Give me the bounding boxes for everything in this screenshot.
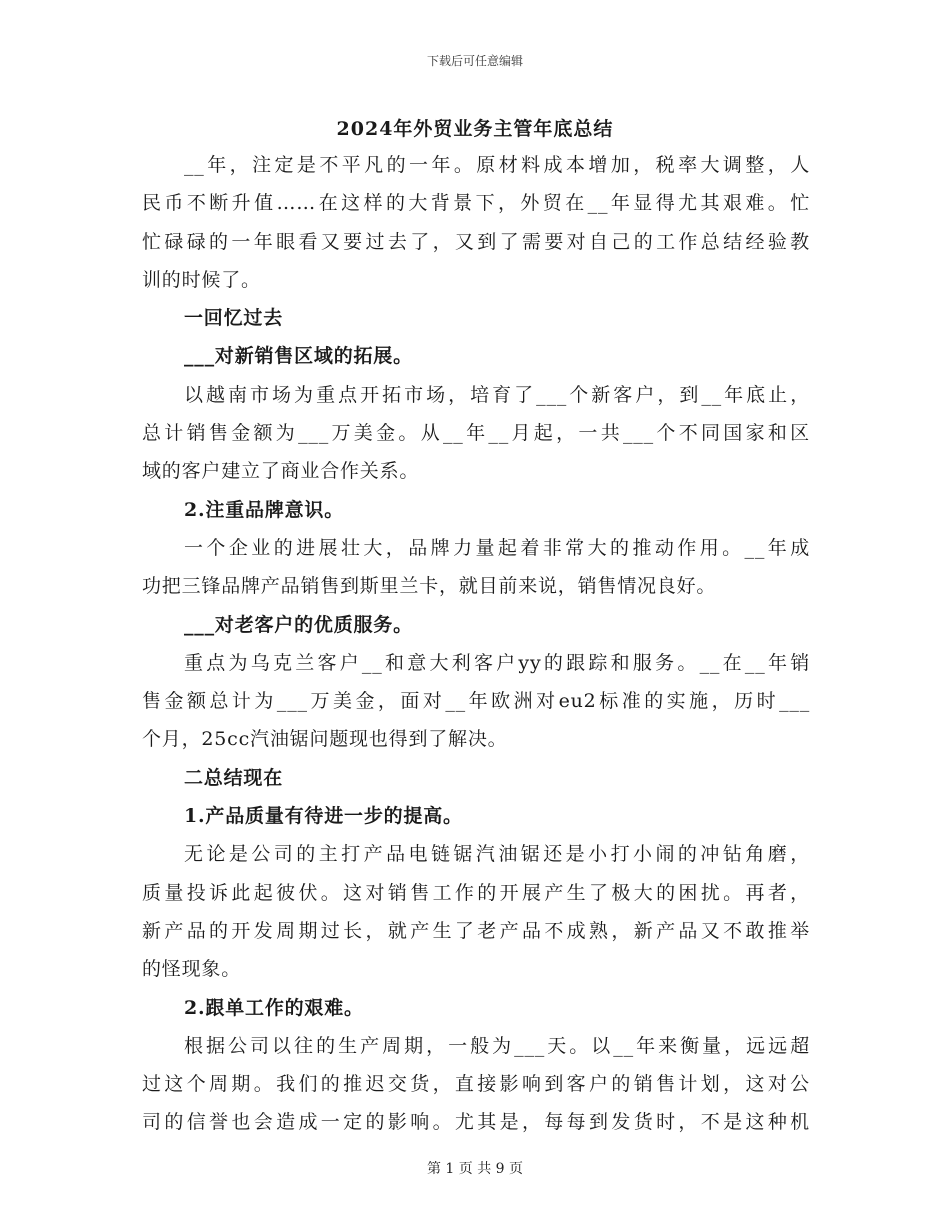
paragraph-line: 新产品的开发周期过长，就产生了老产品不成熟，新产品又不敢推举 <box>142 919 810 942</box>
page-header-note: 下载后可任意编辑 <box>426 54 523 68</box>
paragraph-line: 总计销售金额为___万美金。从__年__月起，一共___个不同国家和区 <box>142 422 810 445</box>
paragraph-line: 民币不断升值……在这样的大背景下，外贸在__年显得尤其艰难。忙 <box>142 192 810 215</box>
paragraph-line: 质量投诉此起彼伏。这对销售工作的开展产生了极大的困扰。再者， <box>142 881 810 904</box>
paragraph-line: 域的客户建立了商业合作关系。 <box>142 460 420 483</box>
section-heading: 2.跟单工作的艰难。 <box>184 996 364 1019</box>
paragraph-line: 以越南市场为重点开拓市场，培育了___个新客户，到__年底止， <box>184 383 810 406</box>
section-heading: 二总结现在 <box>184 766 284 789</box>
section-heading: 2.注重品牌意识。 <box>184 498 345 521</box>
section-heading: 一回忆过去 <box>184 307 284 330</box>
document-title: 2024年外贸业务主管年底总结 <box>336 118 614 140</box>
paragraph-line: 无论是公司的主打产品电链锯汽油锯还是小打小闹的冲钻角磨， <box>184 843 810 866</box>
section-heading: 1.产品质量有待进一步的提高。 <box>184 805 463 828</box>
paragraph-line: 训的时候了。 <box>142 268 261 291</box>
section-heading: ___对新销售区域的拓展。 <box>184 345 413 368</box>
page-number: 第 1 页 共 9 页 <box>426 1161 524 1177</box>
document-body <box>142 146 810 1142</box>
paragraph-line: 司的信誉也会造成一定的影响。尤其是，每每到发货时，不是这种机 <box>142 1111 810 1134</box>
paragraph-line: 的怪现象。 <box>142 958 242 981</box>
paragraph-line: 一个企业的进展壮大，品牌力量起着非常大的推动作用。__年成 <box>184 536 810 559</box>
paragraph-line: 个月，25cc汽油锯问题现也得到了解决。 <box>142 728 508 751</box>
section-heading: ___对老客户的优质服务。 <box>184 613 413 636</box>
paragraph-line: 过这个周期。我们的推迟交货，直接影响到客户的销售计划，这对公 <box>142 1073 810 1096</box>
paragraph-line: __年，注定是不平凡的一年。原材料成本增加，税率大调整，人 <box>184 154 810 176</box>
paragraph-line: 根据公司以往的生产周期，一般为___天。以__年来衡量，远远超 <box>184 1034 810 1057</box>
paragraph-line: 功把三锋品牌产品销售到斯里兰卡，就目前来说，销售情况良好。 <box>142 575 717 598</box>
paragraph-line: 售金额总计为___万美金，面对__年欧洲对eu2标准的实施，历时___ <box>142 690 810 713</box>
paragraph-line: 重点为乌克兰客户__和意大利客户yy的跟踪和服务。__在__年销 <box>184 651 810 674</box>
paragraph-line: 忙碌碌的一年眼看又要过去了，又到了需要对自己的工作总结经验教 <box>142 230 810 253</box>
